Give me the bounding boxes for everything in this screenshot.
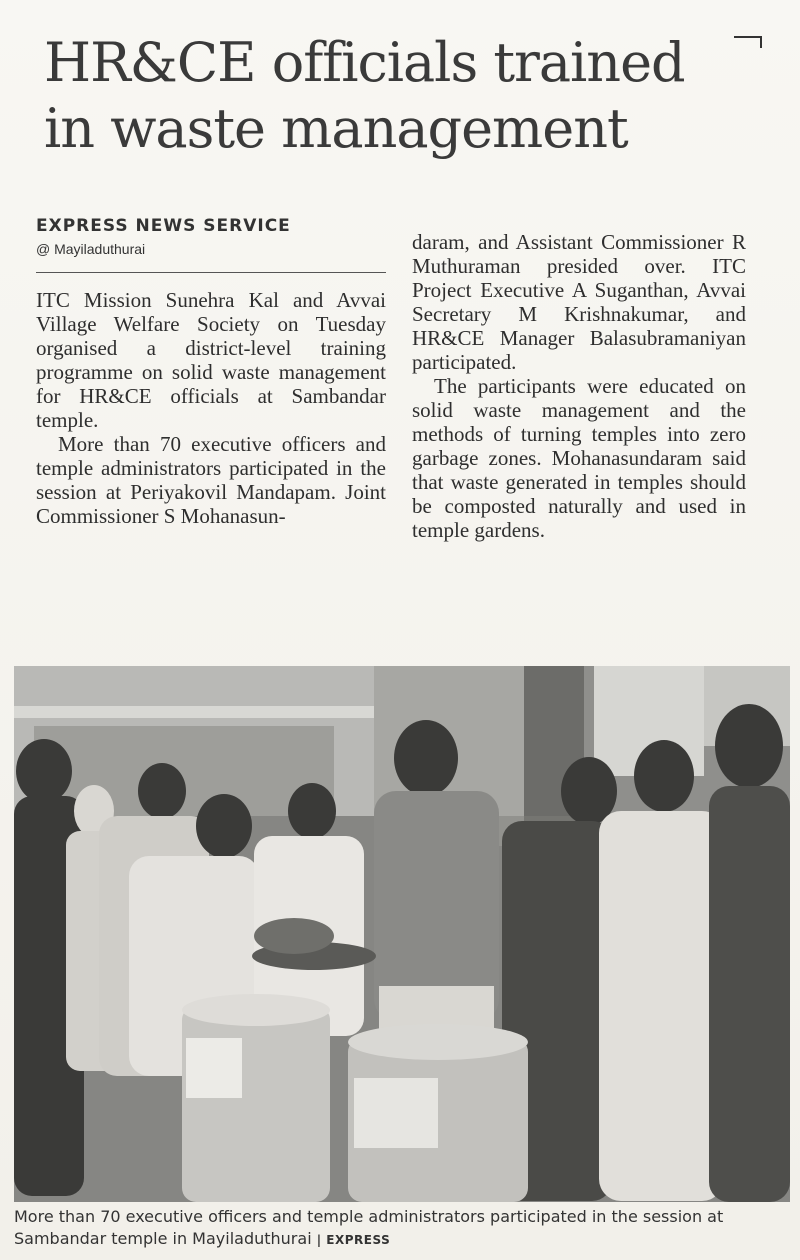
caption-text: More than 70 executive officers and temple administrators participated in the session at Sambandar temple in Mayiladuthurai <box>14 1207 724 1248</box>
news-photo <box>14 666 790 1202</box>
column-1-paragraph-1: ITC Mission Sunehra Kal and Avvai Village Welfare Society on Tuesday organised a district-level training programme on solid waste management for HR&CE officials at Sambandar temple. <box>36 288 386 432</box>
photo-credit: | EXPRESS <box>316 1233 391 1247</box>
byline-place: @ Mayiladuthurai <box>36 241 146 257</box>
column-2-paragraph-2: The participants were educated on solid waste management and the methods of turning temples into zero garbage zones. Mohanasundaram said that waste generated in temples should be composted naturally and used in temple gardens. <box>412 374 746 542</box>
column-2-paragraph-1: daram, and Assistant Commissioner R Muthuraman presided over. ITC Project Executive A Suganthan, Avvai Secretary M Krishnakumar, and HR&CE Manager Balasubramaniyan participated. <box>412 230 746 374</box>
byline-divider <box>36 272 386 273</box>
column-1-paragraph-2: More than 70 executive officers and temple administrators participated in the session at Periyakovil Mandapam. Joint Commissioner S Mohanasun- <box>36 432 386 528</box>
photo-illustration <box>14 666 790 1202</box>
article-headline: HR&CE officials trained in waste management <box>44 31 685 160</box>
article-column-2 <box>412 230 746 542</box>
photo-caption <box>14 1206 774 1251</box>
byline-agency: EXPRESS NEWS SERVICE <box>36 216 291 236</box>
article-column-1 <box>36 288 386 528</box>
